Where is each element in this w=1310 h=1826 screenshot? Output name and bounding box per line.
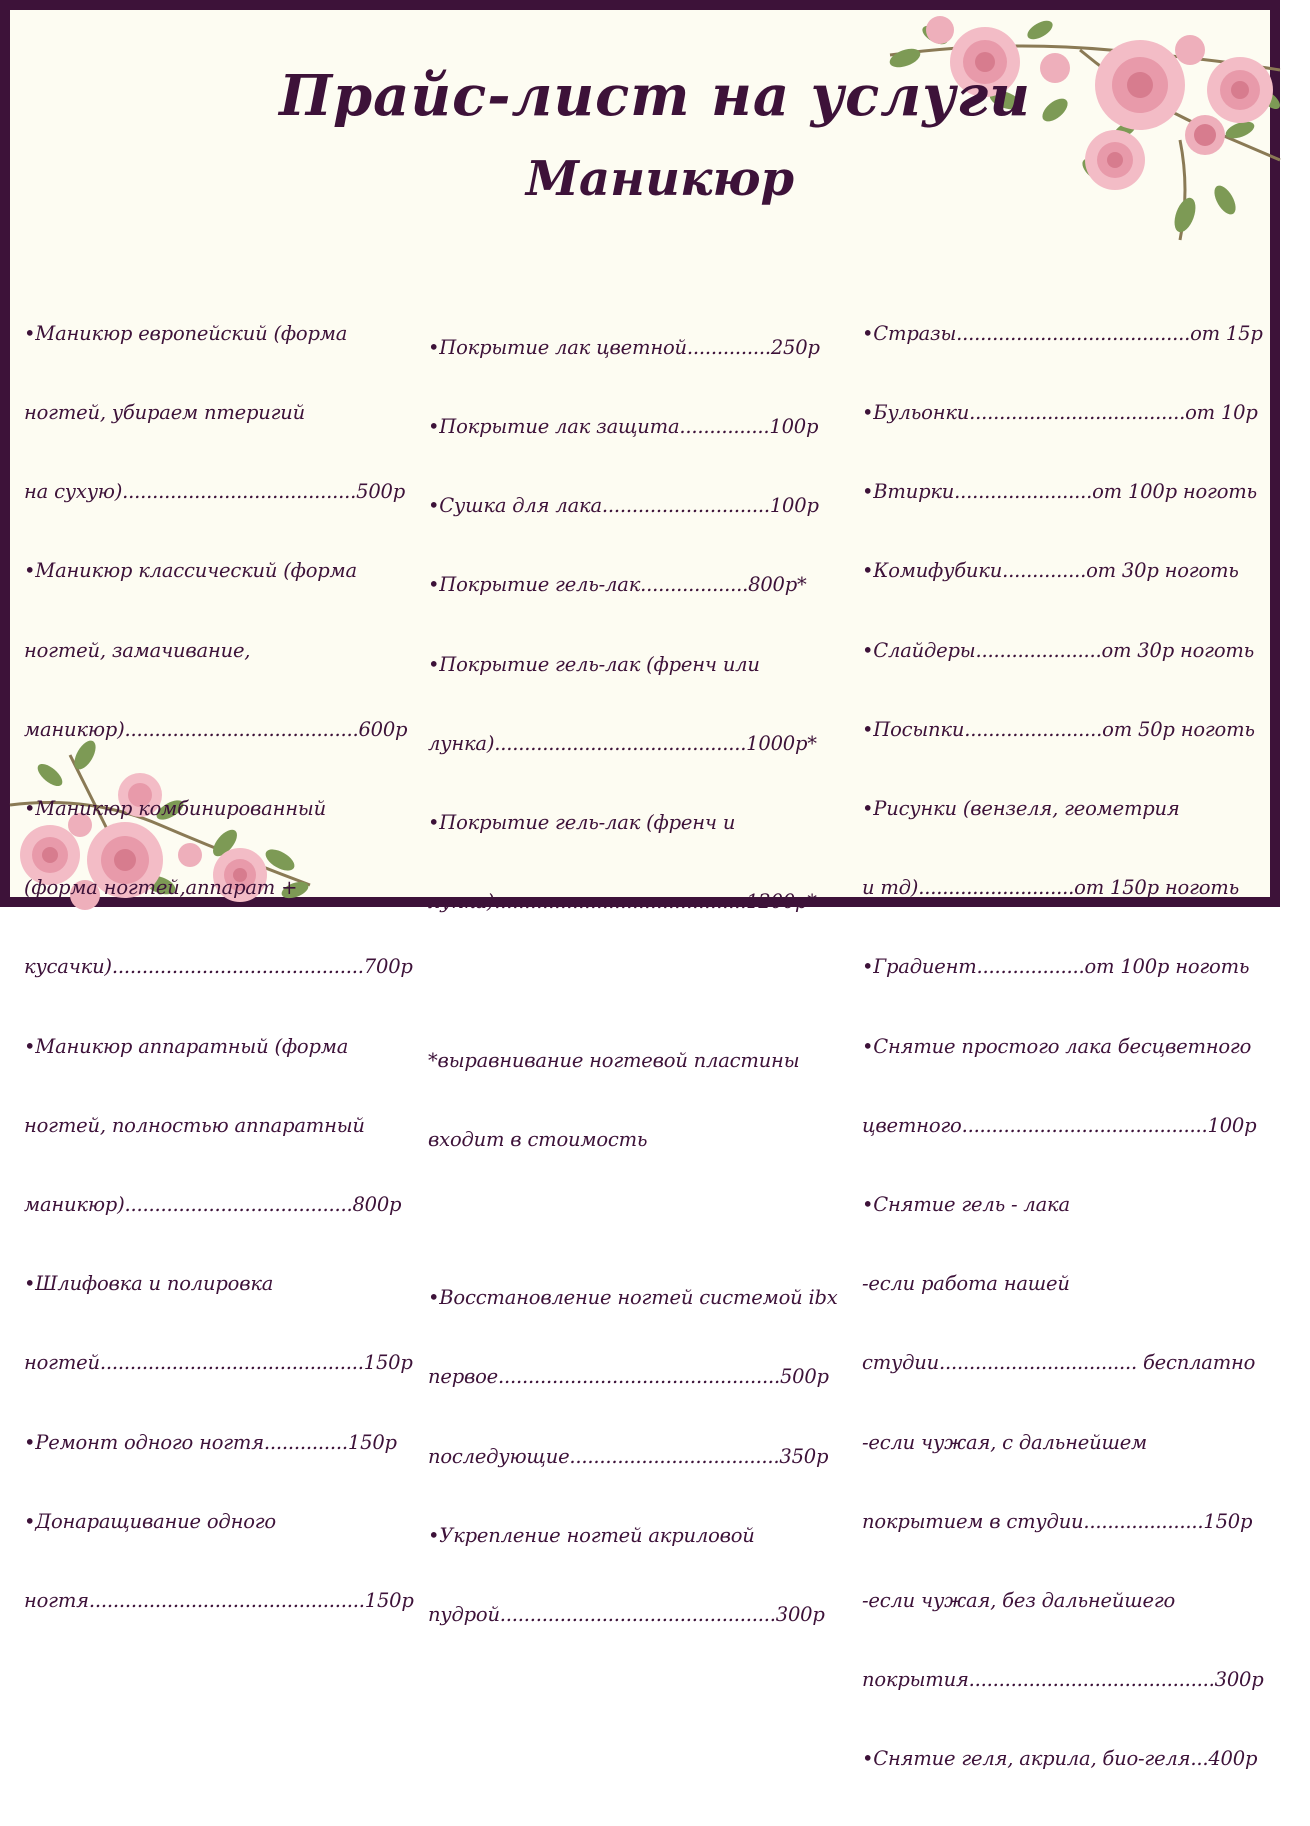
price-line: ногтей, замачивание,	[24, 638, 251, 662]
price-line: студии................................. бесплатно	[862, 1351, 1256, 1375]
price-line: -если работа нашей	[862, 1272, 1070, 1296]
price-line: -если чужая, без дальнейшего	[862, 1589, 1176, 1613]
price-column-left	[24, 268, 414, 1667]
price-line: •Шлифовка и полировка	[24, 1272, 274, 1296]
price-line: покрытия.........................................300р	[862, 1668, 1264, 1692]
price-line: ногтей, убираем птеригий	[24, 401, 306, 425]
price-column-right	[862, 268, 1264, 1826]
price-line: •Маникюр классический (форма	[24, 559, 357, 583]
spacer-line	[428, 968, 838, 994]
price-line: •Рисунки (вензеля, геометрия	[862, 797, 1180, 821]
price-line: •Ремонт одного ногтя..............150р	[24, 1430, 397, 1454]
price-line: •Маникюр комбинированный	[24, 797, 326, 821]
price-line: •Комифубики..............от 30р ноготь	[862, 559, 1239, 583]
price-line: маникюр).......................................600р	[24, 717, 408, 741]
price-line: •Снятие геля, акрила, био-геля...400р	[862, 1747, 1258, 1771]
price-line: •Маникюр европейский (форма	[24, 321, 348, 345]
price-line: •Покрытие лак цветной..............250р	[428, 335, 820, 359]
price-line: пудрой..............................................300р	[428, 1603, 825, 1627]
price-line: •Укрепление ногтей акриловой	[428, 1523, 755, 1547]
price-line: ногтей............................................150р	[24, 1351, 413, 1375]
price-line: •Снятие гель - лака	[862, 1193, 1070, 1217]
page-title: Прайс-лист на услуги	[279, 63, 1031, 129]
price-line: •Маникюр аппаратный (форма	[24, 1034, 349, 1058]
price-line: •Покрытие лак защита...............100р	[428, 415, 819, 439]
price-line: последующие...................................350р	[428, 1444, 829, 1468]
price-line: •Посыпки.......................от 50р ноготь	[862, 717, 1255, 741]
price-line: цветного.........................................100р	[862, 1113, 1257, 1137]
price-line: кусачки)..........................................700р	[24, 955, 413, 979]
price-line: лунка)..........................................1000р*	[428, 731, 817, 755]
price-line: •Снятие простого лака бесцветного	[862, 1034, 1252, 1058]
price-line: •Градиент..................от 100р ноготь	[862, 955, 1250, 979]
price-line: •Сушка для лака............................100р	[428, 494, 819, 518]
price-line: •Покрытие гель-лак (френч и	[428, 811, 736, 835]
price-line: •Слайдеры.....................от 30р ноготь	[862, 638, 1255, 662]
price-line: •Восстановление ногтей системой ibx	[428, 1286, 838, 1310]
price-line: •Втирки.......................от 100р ноготь	[862, 480, 1257, 504]
price-line: ногтей, полностью аппаратный	[24, 1113, 365, 1137]
price-line: •Стразы.......................................от 15р	[862, 321, 1263, 345]
price-line: покрытием в студии....................150р	[862, 1509, 1253, 1533]
roses-top-right-decoration	[880, 10, 1280, 260]
price-line: ногтя..............................................150р	[24, 1589, 414, 1613]
price-line: первое...............................................500р	[428, 1365, 829, 1389]
price-line: маникюр)......................................800р	[24, 1193, 402, 1217]
price-line: •Донаращивание одного	[24, 1509, 276, 1533]
spacer-line	[428, 1206, 838, 1232]
price-column-middle	[428, 282, 838, 1681]
note-line: входит в стоимость	[428, 1127, 648, 1151]
price-line: •Покрытие гель-лак..................800р*	[428, 573, 807, 597]
price-line: на сухую).......................................500р	[24, 480, 406, 504]
price-line: •Бульонки....................................от 10р	[862, 401, 1258, 425]
note-line: *выравнивание ногтевой пластины	[428, 1048, 800, 1072]
price-line: (форма ногтей,аппарат +	[24, 876, 298, 900]
page-subtitle: Маникюр	[525, 151, 795, 207]
price-line: лунка)..........................................1200р*	[428, 890, 817, 914]
price-line: •Покрытие гель-лак (френч или	[428, 652, 760, 676]
price-line: -если чужая, с дальнейшем	[862, 1430, 1148, 1454]
price-line: и тд)..........................от 150р ноготь	[862, 876, 1239, 900]
